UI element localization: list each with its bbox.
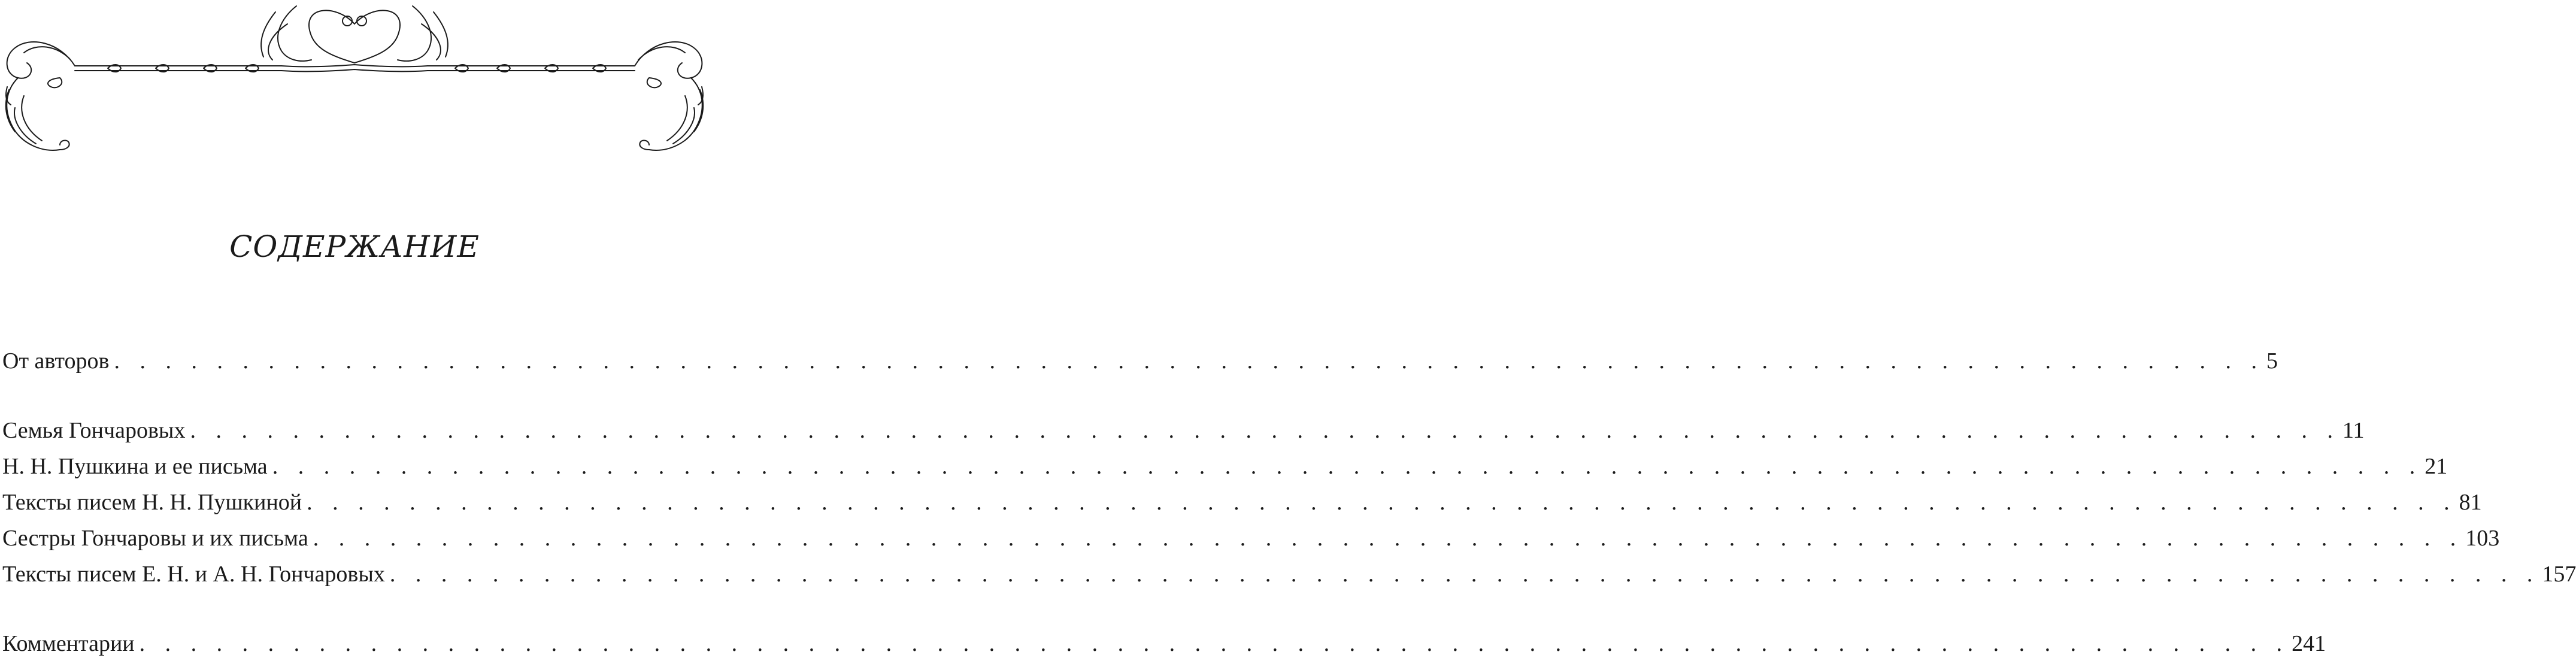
toc-entry-page: 11 <box>2342 418 2365 443</box>
toc-entry-label: Семья Гончаровых <box>2 418 186 443</box>
toc-entry-label: Тексты писем Е. Н. и А. Н. Гончаровых <box>2 562 385 587</box>
toc-entry-page: 5 <box>2266 348 2278 374</box>
dot-leader: . . . . . . . . . . . . . . . . . . . . . . . . . . . . . . . . . . . . . . . . . . . . . . . . . . . . . . . . . . . . . . . . . . . . . . . . . . . . . . . . . . . . <box>307 490 2457 515</box>
toc-entry-label: Тексты писем Н. Н. Пушкиной <box>2 490 302 515</box>
toc-entry-page: 241 <box>2292 631 2326 656</box>
toc-entry-label: Н. Н. Пушкина и ее письма <box>2 454 268 479</box>
toc-entry-page: 103 <box>2465 526 2500 551</box>
toc-entry-label: Комментарии <box>2 631 135 656</box>
page-title: СОДЕРЖАНИЕ <box>229 229 480 264</box>
toc-entry-from-authors[interactable] <box>2 346 2278 376</box>
toc-entry-page: 21 <box>2425 454 2448 479</box>
dot-leader: . . . . . . . . . . . . . . . . . . . . . . . . . . . . . . . . . . . . . . . . . . . . . . . . . . . . . . . . . . . . . . . . . . . . . . . . . . . . . . . . . . . . <box>190 418 2340 443</box>
dot-leader: . . . . . . . . . . . . . . . . . . . . . . . . . . . . . . . . . . . . . . . . . . . . . . . . . . . . . . . . . . . . . . . . . . . . . . . . . . . . . . . . . . . . <box>114 348 2264 374</box>
dot-leader: . . . . . . . . . . . . . . . . . . . . . . . . . . . . . . . . . . . . . . . . . . . . . . . . . . . . . . . . . . . . . . . . . . . . . . . . . . . . . . . . . . . . <box>272 454 2423 479</box>
toc-entry-goncharov-texts[interactable] <box>2 559 2576 589</box>
toc-entry-page: 81 <box>2459 490 2482 515</box>
dot-leader: . . . . . . . . . . . . . . . . . . . . . . . . . . . . . . . . . . . . . . . . . . . . . . . . . . . . . . . . . . . . . . . . . . . . . . . . . . . . . . . . . . . . <box>313 526 2463 551</box>
dot-leader: . . . . . . . . . . . . . . . . . . . . . . . . . . . . . . . . . . . . . . . . . . . . . . . . . . . . . . . . . . . . . . . . . . . . . . . . . . . . . . . . . . . . <box>389 562 2540 587</box>
toc-entry-page: 157 <box>2542 562 2576 587</box>
toc-entry-pushkina-letters[interactable] <box>2 451 2448 481</box>
dot-leader: . . . . . . . . . . . . . . . . . . . . . . . . . . . . . . . . . . . . . . . . . . . . . . . . . . . . . . . . . . . . . . . . . . . . . . . . . . . . . . . . . . . . <box>139 631 2290 656</box>
toc-entry-label: Сестры Гончаровы и их письма <box>2 526 308 551</box>
toc-entry-commentary[interactable] <box>2 629 2326 659</box>
toc-entry-label: От авторов <box>2 348 110 374</box>
flourish-ornament-icon <box>0 0 709 165</box>
toc-entry-pushkina-texts[interactable] <box>2 487 2482 517</box>
decorative-header-ornament <box>0 0 709 165</box>
toc-entry-goncharov-sisters[interactable] <box>2 523 2500 553</box>
toc-entry-goncharov-family[interactable] <box>2 416 2365 445</box>
